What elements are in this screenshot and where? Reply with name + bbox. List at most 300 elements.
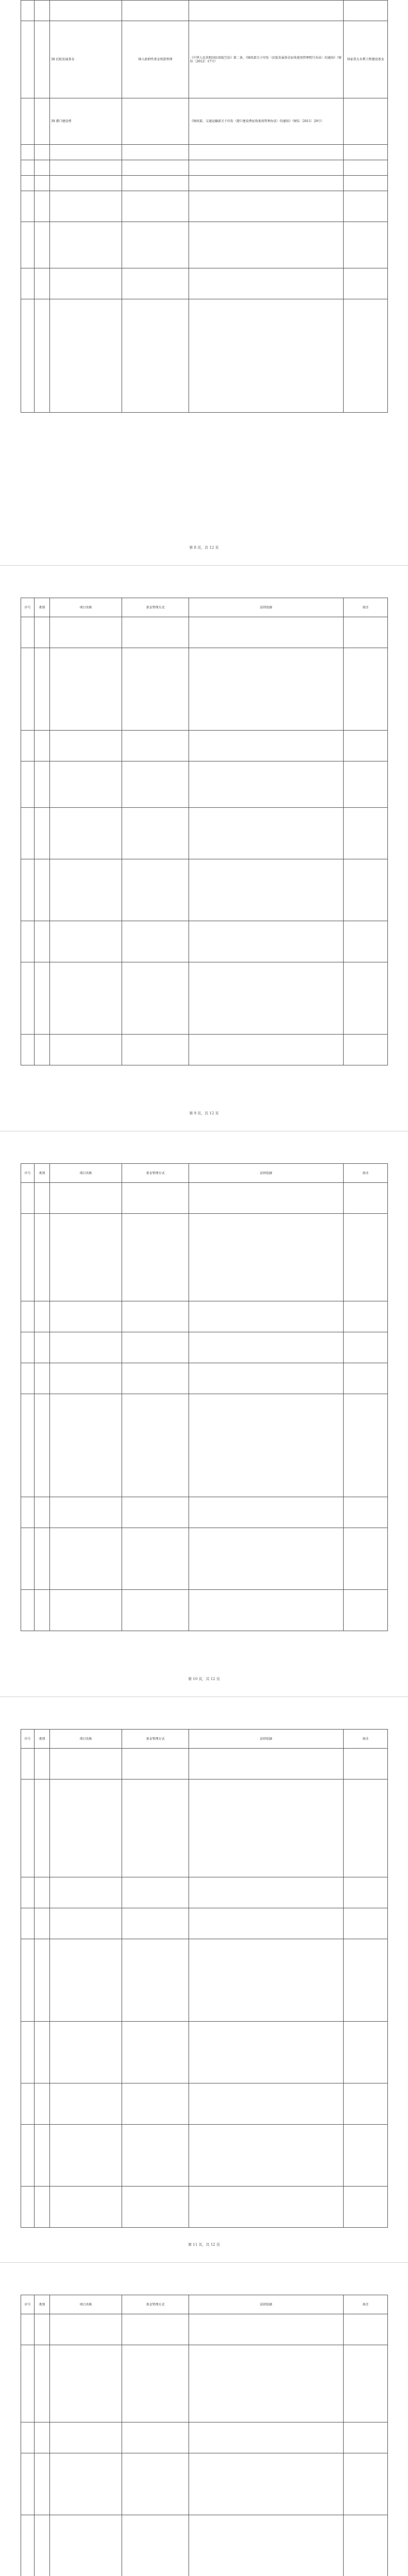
cell-num — [21, 2515, 35, 2576]
cell-note — [344, 962, 388, 1035]
cell-name — [50, 1780, 122, 1877]
cell-cat — [35, 1363, 50, 1394]
cell-mode — [122, 1, 189, 21]
cell-law — [189, 1590, 344, 1631]
cell-num — [21, 21, 35, 98]
cell-num — [21, 145, 35, 160]
cell-num — [21, 299, 35, 413]
cell-mode — [122, 761, 189, 808]
cell-cat — [35, 1, 50, 21]
cell-name — [50, 222, 122, 268]
cell-num — [21, 1394, 35, 1497]
cell-law — [189, 2515, 344, 2576]
cell-cat — [35, 145, 50, 160]
cell-cat — [35, 731, 50, 761]
cell-law — [189, 299, 344, 413]
cell-note — [344, 859, 388, 921]
table-row — [21, 1590, 388, 1631]
cell-num — [21, 268, 35, 299]
cell-num — [21, 1590, 35, 1631]
table-header-row — [21, 2295, 388, 2314]
column-header: 类别 — [35, 1164, 50, 1183]
cell-law — [189, 731, 344, 761]
cell-note — [344, 1301, 388, 1332]
table-row — [21, 1363, 388, 1394]
cell-mode — [122, 2022, 189, 2083]
cell-cat — [35, 1939, 50, 2022]
cell-note — [344, 2515, 388, 2576]
cell-mode — [122, 1939, 189, 2022]
cell-mode — [122, 2125, 189, 2187]
cell-num — [21, 921, 35, 962]
cell-law — [189, 2453, 344, 2515]
page-number: 第 11 页，共 12 页 — [188, 2243, 220, 2247]
table-row — [21, 160, 388, 176]
cell-num — [21, 761, 35, 808]
cell-cat — [35, 2314, 50, 2345]
column-header: 类别 — [35, 1730, 50, 1749]
cell-num — [21, 1332, 35, 1363]
cell-name — [50, 1301, 122, 1332]
cell-num — [21, 2345, 35, 2422]
cell-num — [21, 2125, 35, 2187]
cell-law — [189, 2422, 344, 2453]
cell-cat — [35, 1301, 50, 1332]
cell-cat — [35, 1590, 50, 1631]
cell-name — [50, 2083, 122, 2125]
cell-note — [344, 808, 388, 859]
cell-mode — [122, 2515, 189, 2576]
cell-note — [344, 1528, 388, 1590]
table-row — [21, 2515, 388, 2576]
column-header: 法律依据 — [189, 1730, 344, 1749]
fund-table — [21, 598, 388, 1065]
table-row — [21, 1877, 388, 1908]
cell-law — [189, 1497, 344, 1528]
cell-cat — [35, 2125, 50, 2187]
fund-table — [21, 1729, 388, 2228]
column-header: 基金管理方式 — [122, 1730, 189, 1749]
cell-num — [21, 98, 35, 145]
cell-law — [189, 1183, 344, 1214]
cell-name — [50, 1363, 122, 1394]
table-row — [21, 176, 388, 191]
cell-cat — [35, 808, 50, 859]
cell-mode — [122, 176, 189, 191]
cell-num — [21, 1, 35, 21]
table-row — [21, 921, 388, 962]
cell-num — [21, 808, 35, 859]
cell-cat — [35, 2083, 50, 2125]
cell-law — [189, 2345, 344, 2422]
cell-name — [50, 761, 122, 808]
cell-mode — [122, 617, 189, 648]
cell-law — [189, 2022, 344, 2083]
table-row — [21, 1939, 388, 2022]
cell-note — [344, 1214, 388, 1301]
table-row — [21, 1332, 388, 1363]
cell-note — [344, 1908, 388, 1939]
cell-mode — [122, 1301, 189, 1332]
cell-note — [344, 1497, 388, 1528]
column-header: 序号 — [21, 2295, 35, 2314]
cell-note — [344, 98, 388, 145]
cell-cat — [35, 1035, 50, 1065]
cell-law: 《财政部、交通运输部关于印发〈港口建设费征收使用管理办法〉的通知》（财综〔2011〕29号） — [189, 98, 344, 145]
table-row — [21, 2422, 388, 2453]
cell-mode — [122, 1590, 189, 1631]
cell-law — [189, 1214, 344, 1301]
cell-name — [50, 731, 122, 761]
cell-cat — [35, 2515, 50, 2576]
cell-mode — [122, 268, 189, 299]
cell-mode: 纳入政府性基金预算管理 — [122, 21, 189, 98]
cell-num — [21, 1183, 35, 1214]
cell-mode — [122, 2187, 189, 2228]
cell-name — [50, 1590, 122, 1631]
cell-note — [344, 921, 388, 962]
cell-num — [21, 1780, 35, 1877]
cell-law — [189, 1908, 344, 1939]
cell-note — [344, 1877, 388, 1908]
cell-law — [189, 2083, 344, 2125]
cell-name — [50, 1528, 122, 1590]
cell-cat — [35, 2453, 50, 2515]
cell-name — [50, 2314, 122, 2345]
table-row — [21, 648, 388, 731]
cell-name — [50, 2187, 122, 2228]
cell-name — [50, 859, 122, 921]
column-header: 序号 — [21, 1164, 35, 1183]
column-header: 备注 — [344, 1730, 388, 1749]
cell-name — [50, 176, 122, 191]
cell-num — [21, 1301, 35, 1332]
table-row — [21, 222, 388, 268]
cell-num — [21, 1908, 35, 1939]
cell-num — [21, 1035, 35, 1065]
table-row — [21, 1394, 388, 1497]
cell-mode — [122, 160, 189, 176]
table-row — [21, 98, 388, 145]
table-row — [21, 191, 388, 222]
cell-num — [21, 176, 35, 191]
document-page — [0, 2263, 408, 2576]
cell-cat — [35, 2422, 50, 2453]
cell-name — [50, 617, 122, 648]
cell-mode — [122, 1908, 189, 1939]
table-header-row — [21, 1164, 388, 1183]
cell-law — [189, 761, 344, 808]
cell-name — [50, 2022, 122, 2083]
cell-num — [21, 2022, 35, 2083]
cell-note — [344, 2125, 388, 2187]
table-row — [21, 1035, 388, 1065]
cell-num — [21, 2453, 35, 2515]
cell-mode — [122, 1780, 189, 1877]
cell-note — [344, 145, 388, 160]
cell-law — [189, 1394, 344, 1497]
cell-note — [344, 222, 388, 268]
cell-cat — [35, 1214, 50, 1301]
cell-note — [344, 2187, 388, 2228]
cell-mode — [122, 98, 189, 145]
table-row — [21, 808, 388, 859]
cell-cat — [35, 962, 50, 1035]
cell-law — [189, 1939, 344, 2022]
cell-note — [344, 268, 388, 299]
column-header: 项目名称 — [50, 2295, 122, 2314]
table-row — [21, 1301, 388, 1332]
table-row — [21, 299, 388, 413]
cell-name — [50, 1394, 122, 1497]
cell-name — [50, 2422, 122, 2453]
column-header: 基金管理方式 — [122, 598, 189, 617]
cell-name — [50, 2453, 122, 2515]
table-row — [21, 2125, 388, 2187]
column-header: 法律依据 — [189, 1164, 344, 1183]
cell-mode — [122, 808, 189, 859]
cell-law — [189, 145, 344, 160]
cell-cat — [35, 1908, 50, 1939]
column-header: 项目名称 — [50, 598, 122, 617]
page-number: 第 8 页，共 12 页 — [189, 546, 219, 550]
cell-name — [50, 299, 122, 413]
cell-cat — [35, 2345, 50, 2422]
cell-note — [344, 160, 388, 176]
table-row — [21, 2022, 388, 2083]
cell-name — [50, 921, 122, 962]
column-header: 备注 — [344, 2295, 388, 2314]
cell-mode — [122, 1363, 189, 1394]
cell-mode — [122, 1214, 189, 1301]
cell-law — [189, 191, 344, 222]
cell-cat — [35, 617, 50, 648]
cell-cat — [35, 761, 50, 808]
cell-mode — [122, 2314, 189, 2345]
cell-name — [50, 2125, 122, 2187]
table-row — [21, 2083, 388, 2125]
cell-mode — [122, 1332, 189, 1363]
cell-name — [50, 268, 122, 299]
cell-mode — [122, 299, 189, 413]
cell-law — [189, 2187, 344, 2228]
table-row — [21, 1, 388, 21]
cell-num — [21, 1939, 35, 2022]
cell-num — [21, 222, 35, 268]
cell-law — [189, 1363, 344, 1394]
cell-name — [50, 2345, 122, 2422]
cell-cat — [35, 191, 50, 222]
cell-law — [189, 921, 344, 962]
cell-num — [21, 1749, 35, 1780]
cell-name — [50, 962, 122, 1035]
cell-note — [344, 176, 388, 191]
table-row — [21, 731, 388, 761]
cell-note — [344, 2022, 388, 2083]
cell-mode — [122, 962, 189, 1035]
cell-note — [344, 2422, 388, 2453]
cell-law — [189, 2314, 344, 2345]
table-row — [21, 1214, 388, 1301]
cell-name — [50, 1214, 122, 1301]
cell-law — [189, 1528, 344, 1590]
cell-num — [21, 160, 35, 176]
cell-name — [50, 1749, 122, 1780]
cell-law: 《中华人民共和国民用航空法》第二条，《财政部关于印发〈民航发展基金征收使用管理暂行办法〉的通知》（财综〔2012〕17号） — [189, 21, 344, 98]
cell-note — [344, 2083, 388, 2125]
cell-mode — [122, 1528, 189, 1590]
cell-law — [189, 1, 344, 21]
cell-note — [344, 1780, 388, 1877]
table-row — [21, 859, 388, 921]
cell-note — [344, 1332, 388, 1363]
cell-mode — [122, 2345, 189, 2422]
cell-law — [189, 2125, 344, 2187]
cell-mode — [122, 1877, 189, 1908]
cell-name — [50, 2515, 122, 2576]
cell-num — [21, 731, 35, 761]
cell-law — [189, 160, 344, 176]
table-row — [21, 2345, 388, 2422]
cell-law — [189, 859, 344, 921]
column-header: 序号 — [21, 598, 35, 617]
column-header: 法律依据 — [189, 598, 344, 617]
document-page — [0, 566, 408, 1131]
cell-mode — [122, 191, 189, 222]
cell-num — [21, 617, 35, 648]
column-header: 备注 — [344, 598, 388, 617]
cell-cat — [35, 1497, 50, 1528]
column-header: 序号 — [21, 1730, 35, 1749]
cell-mode — [122, 222, 189, 268]
cell-cat — [35, 2022, 50, 2083]
cell-name — [50, 1908, 122, 1939]
cell-note — [344, 191, 388, 222]
table-header-row — [21, 1730, 388, 1749]
cell-cat — [35, 299, 50, 413]
table-row — [21, 2453, 388, 2515]
cell-name — [50, 648, 122, 731]
cell-num — [21, 2083, 35, 2125]
cell-note — [344, 1035, 388, 1065]
cell-mode — [122, 145, 189, 160]
cell-name — [50, 1332, 122, 1363]
table-row — [21, 1528, 388, 1590]
cell-law — [189, 1301, 344, 1332]
cell-cat — [35, 222, 50, 268]
cell-mode — [122, 1394, 189, 1497]
cell-name — [50, 191, 122, 222]
table-header-row — [21, 598, 388, 617]
cell-note — [344, 2314, 388, 2345]
cell-num — [21, 2314, 35, 2345]
cell-law — [189, 962, 344, 1035]
cell-law — [189, 1749, 344, 1780]
cell-note — [344, 1394, 388, 1497]
cell-cat — [35, 921, 50, 962]
table-row — [21, 1780, 388, 1877]
table-row — [21, 761, 388, 808]
cell-mode — [122, 2453, 189, 2515]
table-row — [21, 962, 388, 1035]
cell-cat — [35, 1528, 50, 1590]
cell-num — [21, 2187, 35, 2228]
cell-note — [344, 761, 388, 808]
cell-name — [50, 1183, 122, 1214]
cell-law — [189, 1035, 344, 1065]
cell-name — [50, 1877, 122, 1908]
cell-note — [344, 731, 388, 761]
cell-num — [21, 1528, 35, 1590]
cell-cat — [35, 98, 50, 145]
cell-cat — [35, 21, 50, 98]
table-row — [21, 2314, 388, 2345]
cell-cat — [35, 176, 50, 191]
cell-note — [344, 1749, 388, 1780]
cell-name — [50, 1497, 122, 1528]
cell-note — [344, 617, 388, 648]
page-number: 第 10 页，共 12 页 — [188, 1677, 220, 1681]
cell-cat — [35, 1332, 50, 1363]
cell-cat — [35, 1877, 50, 1908]
cell-name — [50, 145, 122, 160]
cell-num — [21, 1877, 35, 1908]
table-row — [21, 2187, 388, 2228]
cell-mode — [122, 921, 189, 962]
cell-num — [21, 2422, 35, 2453]
cell-mode — [122, 2083, 189, 2125]
cell-law — [189, 648, 344, 731]
document-page — [0, 0, 408, 566]
table-row — [21, 268, 388, 299]
cell-num — [21, 1497, 35, 1528]
cell-name — [50, 808, 122, 859]
column-header: 类别 — [35, 598, 50, 617]
cell-mode — [122, 1749, 189, 1780]
cell-law — [189, 222, 344, 268]
cell-law — [189, 1877, 344, 1908]
table-row — [21, 1497, 388, 1528]
fund-table — [21, 0, 388, 413]
cell-note — [344, 1, 388, 21]
cell-mode — [122, 648, 189, 731]
cell-mode — [122, 1035, 189, 1065]
column-header: 项目名称 — [50, 1730, 122, 1749]
cell-num — [21, 648, 35, 731]
cell-cat — [35, 859, 50, 921]
cell-num — [21, 1363, 35, 1394]
cell-mode — [122, 1497, 189, 1528]
table-row — [21, 1908, 388, 1939]
cell-mode — [122, 859, 189, 921]
cell-cat — [35, 2187, 50, 2228]
cell-law — [189, 617, 344, 648]
cell-name — [50, 160, 122, 176]
table-row — [21, 1749, 388, 1780]
table-row — [21, 21, 388, 98]
cell-law — [189, 1780, 344, 1877]
column-header: 基金管理方式 — [122, 1164, 189, 1183]
cell-law — [189, 268, 344, 299]
cell-note — [344, 648, 388, 731]
table-row — [21, 617, 388, 648]
cell-note — [344, 2453, 388, 2515]
cell-cat — [35, 1183, 50, 1214]
cell-mode — [122, 1183, 189, 1214]
cell-cat — [35, 268, 50, 299]
column-header: 基金管理方式 — [122, 2295, 189, 2314]
cell-note — [344, 1590, 388, 1631]
